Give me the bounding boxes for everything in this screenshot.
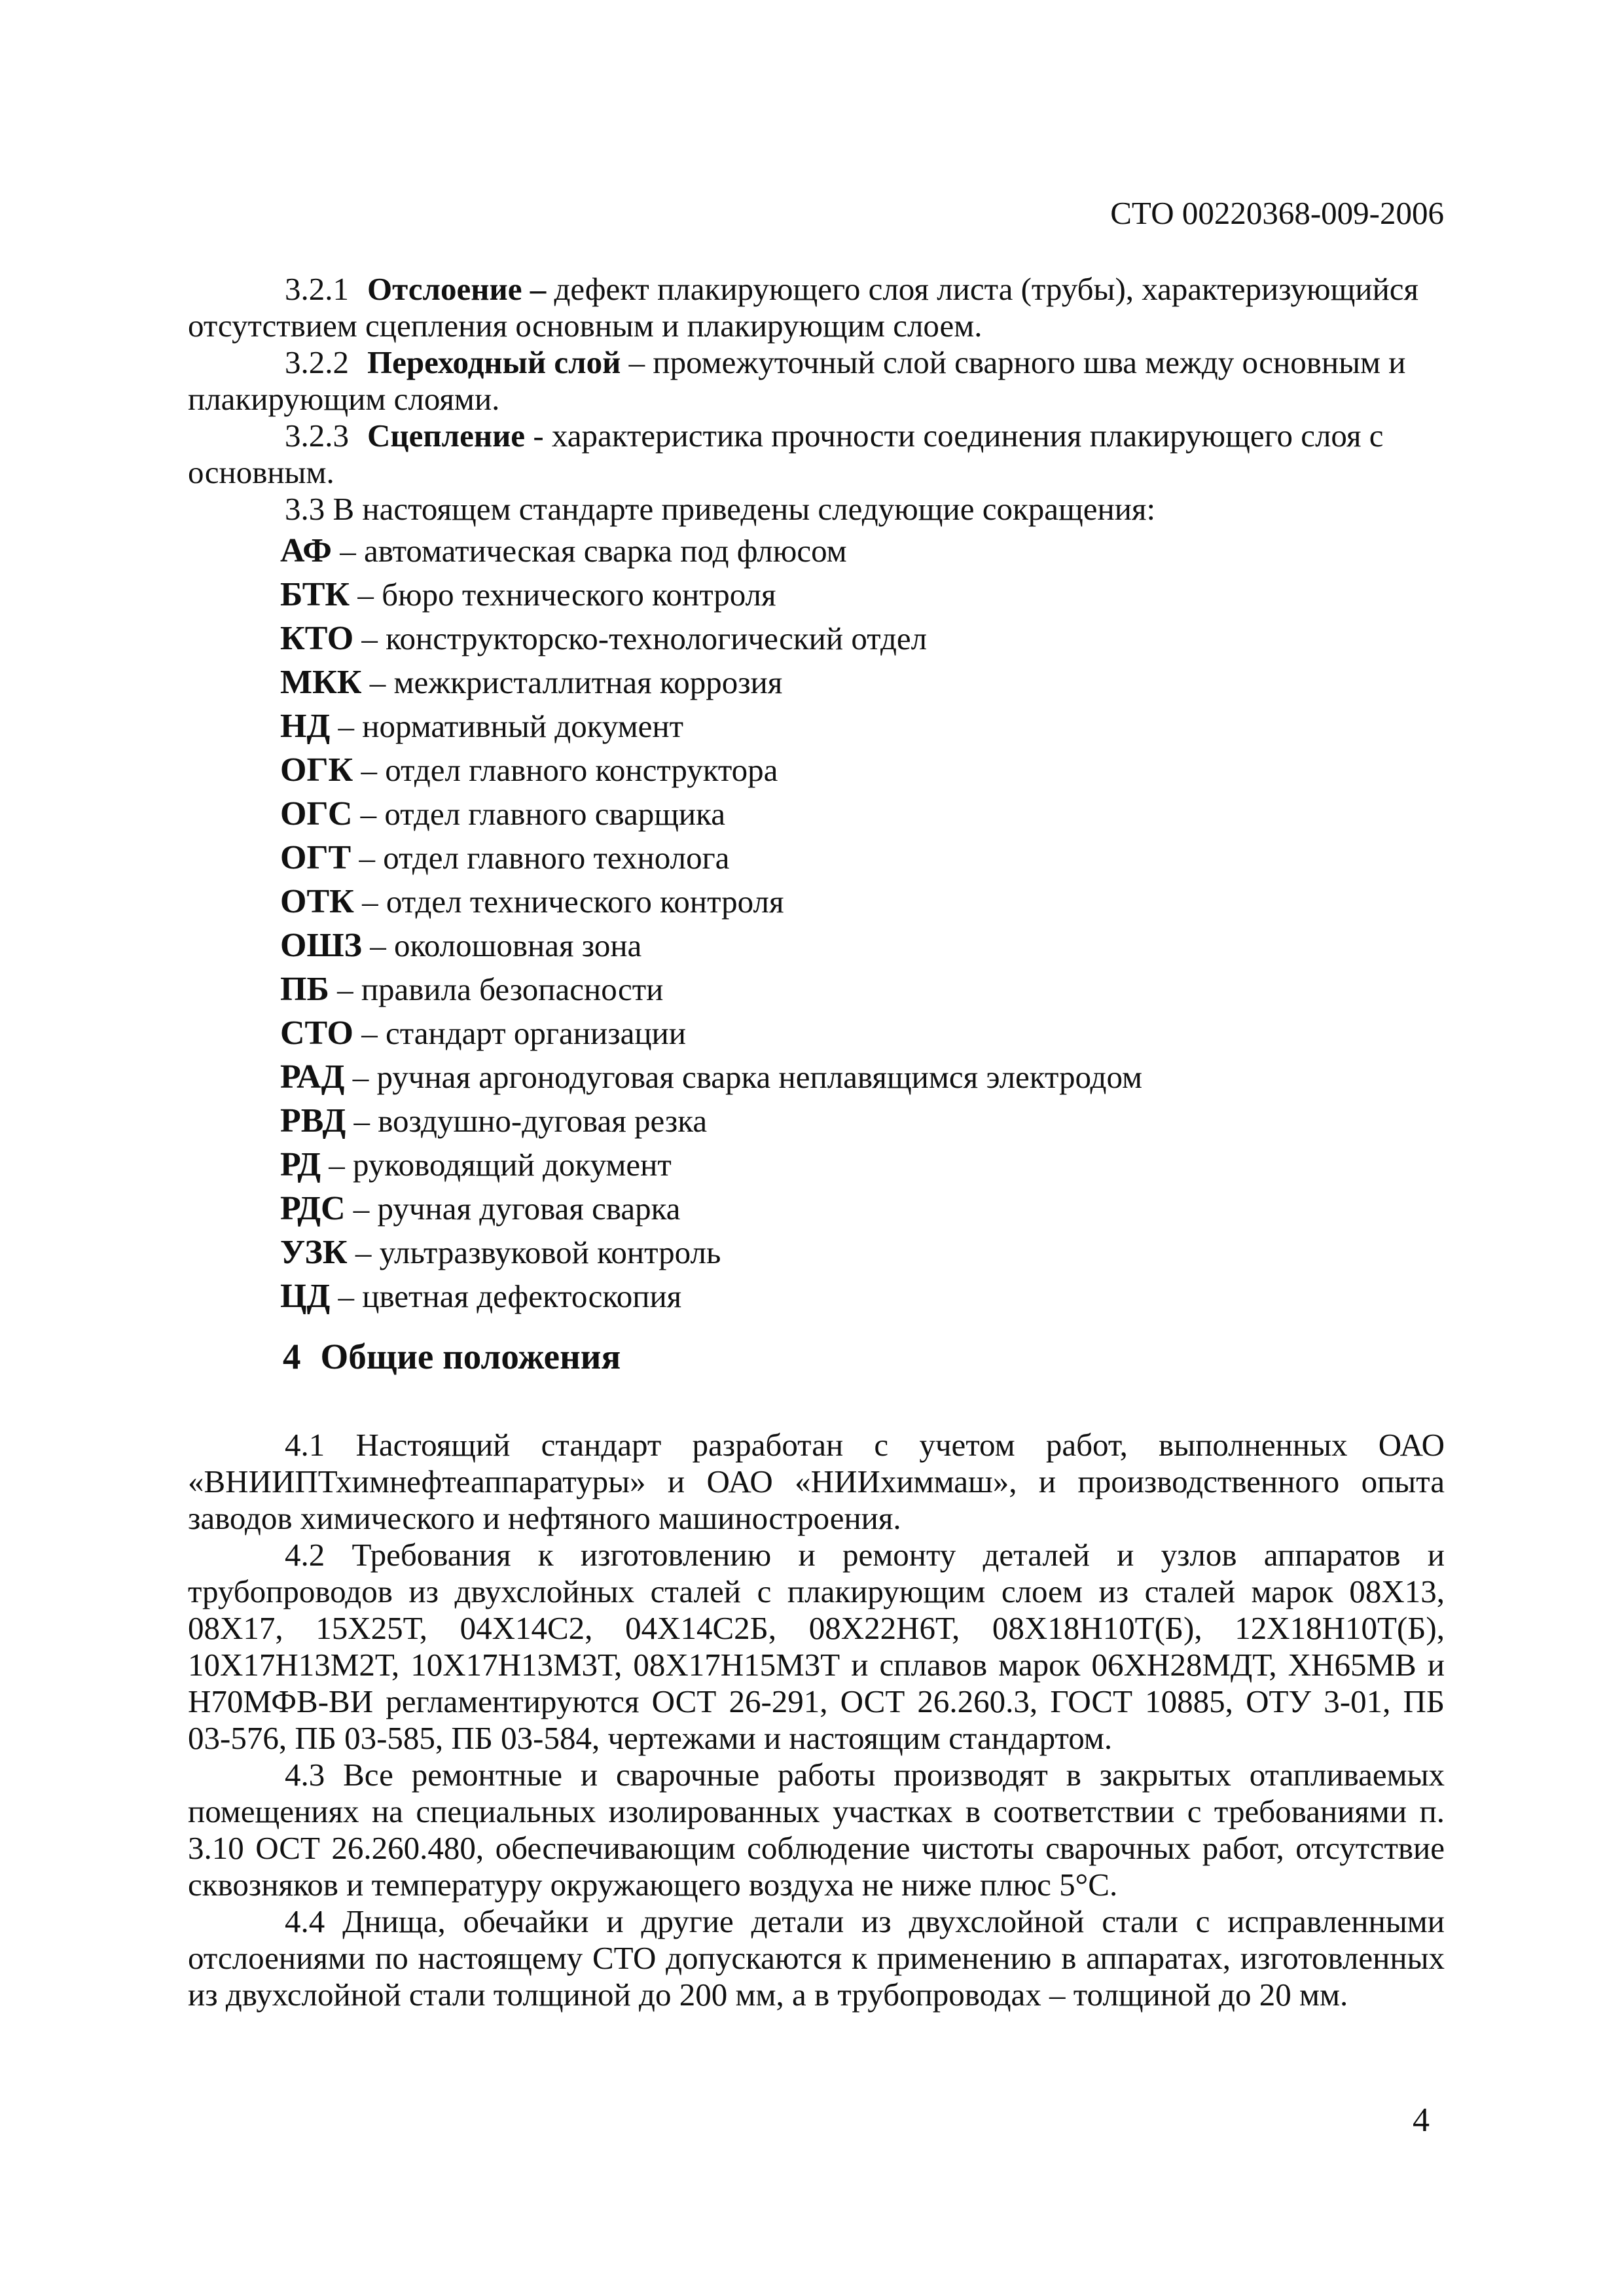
paragraph-4-1: 4.1 Настоящий стандарт разработан с учетом работ, выполненных ОАО «ВНИИПТхимнефтеаппаратуры» и ОАО «НИИхиммаш», и производственного опыта заводов химического и нефтяного машиностроения. [188,1427,1445,1536]
clause-number: 3.2.3 [285,418,349,454]
abbreviation-meaning: – ультразвуковой контроль [347,1234,721,1270]
abbreviation-code: ОГС [280,795,353,833]
definition-3-2-3 [188,418,1445,491]
definition-3-2-1 [188,271,1445,344]
definition-text: - характеристика прочности соединения плакирующего слоя с основным. [188,418,1384,490]
list-item [280,704,1142,748]
document-code-header: СТО 00220368-009-2006 [1110,195,1444,231]
page-number: 4 [1413,2102,1430,2139]
clause-number: 3.2.2 [285,344,349,380]
abbreviation-code: ЦД [280,1278,331,1315]
abbreviation-meaning: – отдел технического контроля [353,884,784,920]
list-item [280,924,1142,967]
abbreviation-code: ПБ [280,971,329,1008]
list-item [280,880,1142,924]
section-heading [283,1334,621,1380]
paragraph-4-2: 4.2 Требования к изготовлению и ремонту деталей и узлов аппаратов и трубопроводов из двухслойных сталей с плакирующим слоем из сталей марок 08Х13, 08Х17, 15Х25Т, 04Х14С2, 04Х14С2Б, 08Х22Н6Т, 08Х18Н10Т(Б), 12Х18Н10Т(Б), 10Х17Н13М2Т, 10Х17Н13М3Т, 08Х17Н15М3Т и сплавов марок 06ХН28МДТ, ХН65МВ и Н70МФВ-ВИ регламентируются ОСТ 26-291, ОСТ 26.260.3, ГОСТ 10885, ОТУ 3-01, ПБ 03-576, ПБ 03-585, ПБ 03-584, чертежами и настоящим стандартом. [188,1537,1445,1756]
list-item [280,1055,1142,1099]
list-item [280,573,1142,617]
list-item [280,1230,1142,1274]
abbreviation-meaning: – нормативный документ [330,708,684,744]
paragraph-4-3: 4.3 Все ремонтные и сварочные работы производят в закрытых отапливаемых помещениях на специальных изолированных участках в соответствии с требованиями п. 3.10 ОСТ 26.260.480, обеспечивающим соблюдение чистоты сварочных работ, отсутствие сквозняков и температуру окружающего воздуха не ниже плюс 5°С. [188,1757,1445,1903]
abbreviation-meaning: – отдел главного сварщика [352,796,725,832]
definitions-block [188,271,1445,528]
abbreviation-meaning: – ручная дуговая сварка [345,1191,681,1227]
abbreviation-code: БТК [280,576,350,613]
abbreviation-code: ОТК [280,883,354,920]
abbreviation-meaning: – отдел главного конструктора [353,752,778,788]
clause-number: 3.2.1 [285,271,349,307]
abbreviation-meaning: – воздушно-дуговая резка [346,1103,708,1139]
abbreviation-meaning: – околошовная зона [362,927,642,963]
abbreviation-meaning: – автоматическая сварка под флюсом [331,533,847,569]
abbreviation-code: РДС [280,1190,346,1227]
definition-text: дефект плакирующего слоя листа (трубы), характеризующийся отсутствием сцепления основным и плакирующим слоем. [188,271,1419,344]
list-item [280,660,1142,704]
abbreviation-meaning: – цветная дефектоскопия [330,1278,682,1314]
abbreviation-code: ОГТ [280,839,352,876]
abbreviation-meaning: – бюро технического контроля [350,577,776,613]
abbreviation-code: АФ [280,532,332,569]
abbreviation-code: РД [280,1146,321,1183]
list-item [280,529,1142,573]
abbreviation-code: ОШЗ [280,927,362,964]
abbreviation-meaning: – правила безопасности [329,971,664,1007]
list-item [280,967,1142,1011]
section-title: Общие положения [320,1336,621,1376]
abbreviation-code: СТО [280,1014,353,1052]
defined-term: Отслоение – [367,271,547,307]
section-number: 4 [283,1336,301,1376]
list-item [280,1187,1142,1230]
abbreviation-code: НД [280,708,331,745]
abbreviation-meaning: – конструкторско-технологический отдел [353,620,928,656]
abbreviation-meaning: – руководящий документ [320,1147,672,1183]
definition-3-2-2 [188,344,1445,418]
abbreviations-intro: 3.3 В настоящем стандарте приведены следующие сокращения: [285,491,1156,527]
abbreviation-code: РАД [280,1058,345,1096]
abbreviation-meaning: – межкристаллитная коррозия [361,664,783,700]
abbreviation-code: МКК [280,664,362,701]
abbreviation-code: ОГК [280,751,353,789]
defined-term: Переходный слой [367,344,621,380]
list-item [280,1011,1142,1055]
list-item [280,748,1142,792]
abbreviation-meaning: – ручная аргонодуговая сварка неплавящимся электродом [344,1059,1143,1095]
abbreviation-code: КТО [280,620,354,657]
list-item [280,1143,1142,1187]
paragraph-4-4: 4.4 Днища, обечайки и другие детали из двухслойной стали с исправленными отслоениями по настоящему СТО допускаются к применению в аппаратах, изготовленных из двухслойной стали толщиной до 200 мм, а в трубопроводах – толщиной до 20 мм. [188,1903,1445,2013]
defined-term: Сцепление [367,418,526,454]
list-item [280,1274,1142,1318]
general-provisions-block [188,1427,1445,2013]
abbreviation-code: РВД [280,1102,346,1139]
abbreviation-meaning: – стандарт организации [353,1015,686,1051]
definition-text: – промежуточный слой сварного шва между основным и плакирующим слоями. [188,344,1406,417]
abbreviation-code: УЗК [280,1234,348,1271]
abbreviation-meaning: – отдел главного технолога [351,840,730,876]
list-item [280,617,1142,660]
list-item [280,1099,1142,1143]
abbreviations-list [280,529,1142,1318]
list-item [280,836,1142,880]
list-item [280,792,1142,836]
